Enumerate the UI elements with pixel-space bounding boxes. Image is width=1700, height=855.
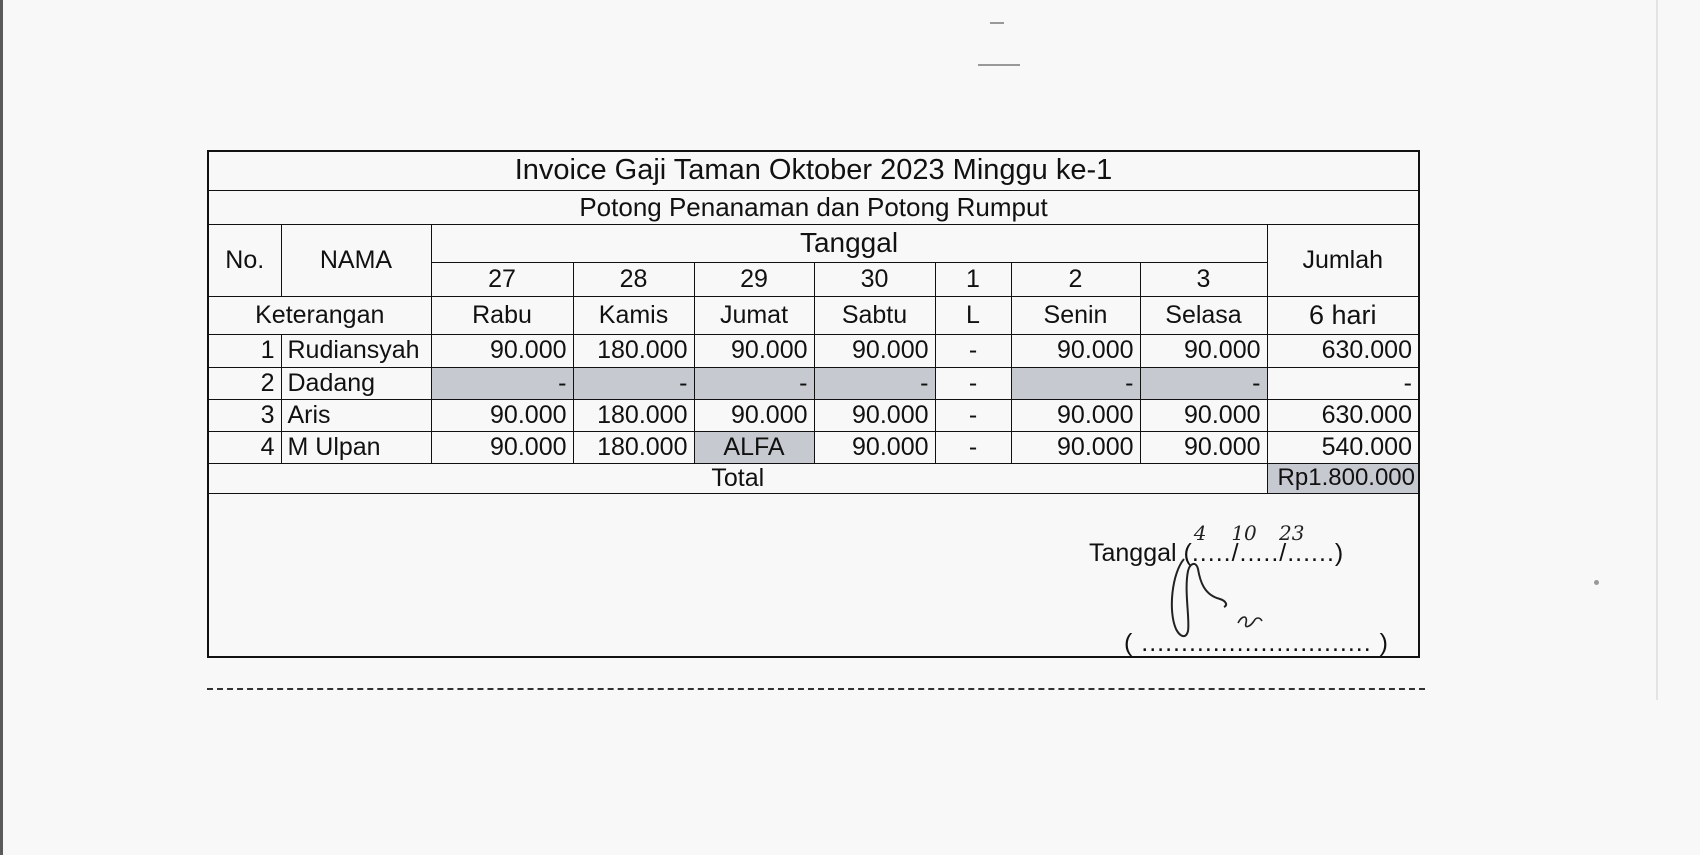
- row-value: -: [935, 367, 1011, 399]
- row-value: 90.000: [431, 431, 573, 463]
- header-keterangan: Keterangan: [209, 296, 431, 334]
- row-value: 90.000: [1140, 431, 1267, 463]
- total-label: Total: [209, 463, 1267, 493]
- date-cell: 29: [694, 262, 814, 296]
- row-value: 90.000: [814, 334, 935, 367]
- date-cell: 2: [1011, 262, 1140, 296]
- sign-bracket: ): [1379, 629, 1389, 657]
- day-cell: Selasa: [1140, 296, 1267, 334]
- total-value: Rp1.800.000: [1267, 463, 1418, 493]
- row-value: -: [431, 367, 573, 399]
- row-value: 180.000: [573, 431, 694, 463]
- row-value: 180.000: [573, 334, 694, 367]
- row-value: 90.000: [1140, 334, 1267, 367]
- scan-edge: [0, 0, 3, 855]
- signature-area: [209, 501, 1418, 656]
- scan-speck: [1594, 580, 1599, 585]
- row-nama: M Ulpan: [281, 431, 431, 463]
- scan-speck: [990, 22, 1004, 24]
- header-nama: NAMA: [281, 224, 431, 296]
- row-value: -: [694, 367, 814, 399]
- cut-line: [207, 688, 1425, 690]
- invoice-title: Invoice Gaji Taman Oktober 2023 Minggu ke-1: [209, 152, 1418, 190]
- row-jumlah: 630.000: [1267, 334, 1418, 367]
- scan-edge: [1656, 0, 1658, 700]
- row-value: 90.000: [431, 334, 573, 367]
- table-row: [209, 399, 1418, 431]
- day-cell: L: [935, 296, 1011, 334]
- row-value: 90.000: [1011, 399, 1140, 431]
- row-value: -: [1140, 367, 1267, 399]
- day-cell: Sabtu: [814, 296, 935, 334]
- date-label: Tanggal: [1089, 539, 1177, 567]
- row-value: -: [814, 367, 935, 399]
- row-jumlah: -: [1267, 367, 1418, 399]
- date-bracket: (: [1183, 539, 1192, 567]
- row-no: 1: [209, 334, 281, 367]
- row-value: 180.000: [573, 399, 694, 431]
- header-tanggal: Tanggal: [431, 224, 1267, 262]
- row-value: 90.000: [1140, 399, 1267, 431]
- table-row: [209, 367, 1418, 399]
- row-value: -: [573, 367, 694, 399]
- row-nama: Aris: [281, 399, 431, 431]
- invoice-table: [209, 152, 1418, 494]
- date-cell: 1: [935, 262, 1011, 296]
- day-cell: Kamis: [573, 296, 694, 334]
- scan-speck: [978, 64, 1020, 66]
- row-nama: Dadang: [281, 367, 431, 399]
- date-bracket: ): [1334, 539, 1344, 567]
- row-value: 90.000: [814, 399, 935, 431]
- row-value: 90.000: [814, 431, 935, 463]
- date-cell: 3: [1140, 262, 1267, 296]
- row-value: -: [935, 431, 1011, 463]
- date-cell: 27: [431, 262, 573, 296]
- row-value: 90.000: [694, 399, 814, 431]
- invoice-sheet: [207, 150, 1420, 658]
- row-jumlah: 540.000: [1267, 431, 1418, 463]
- handwritten-month: 10: [1231, 521, 1257, 545]
- date-line: Tanggal (... 4 ../.... 10 ./.... 23 ..): [1089, 521, 1344, 567]
- row-no: 4: [209, 431, 281, 463]
- day-cell: Rabu: [431, 296, 573, 334]
- sign-bracket: (: [1124, 629, 1134, 657]
- day-cell: Jumat: [694, 296, 814, 334]
- row-nama: Rudiansyah: [281, 334, 431, 367]
- row-value: -: [935, 334, 1011, 367]
- day-cell: Senin: [1011, 296, 1140, 334]
- header-jumlah: Jumlah: [1267, 224, 1418, 296]
- row-value: 90.000: [431, 399, 573, 431]
- row-value: -: [1011, 367, 1140, 399]
- invoice-subtitle: Potong Penanaman dan Potong Rumput: [209, 190, 1418, 224]
- row-value: 90.000: [1011, 431, 1140, 463]
- date-cell: 30: [814, 262, 935, 296]
- row-value-alfa: ALFA: [694, 431, 814, 463]
- handwritten-year: 23: [1279, 521, 1305, 545]
- handwritten-day: 4: [1193, 521, 1207, 545]
- row-value: 90.000: [1011, 334, 1140, 367]
- row-jumlah: 630.000: [1267, 399, 1418, 431]
- days-total: 6 hari: [1267, 296, 1418, 334]
- row-no: 3: [209, 399, 281, 431]
- table-row: [209, 431, 1418, 463]
- table-row: [209, 334, 1418, 367]
- row-value: 90.000: [694, 334, 814, 367]
- row-no: 2: [209, 367, 281, 399]
- date-cell: 28: [573, 262, 694, 296]
- signature-line: ( ............................. ): [1124, 629, 1389, 657]
- header-no: No.: [209, 224, 281, 296]
- row-value: -: [935, 399, 1011, 431]
